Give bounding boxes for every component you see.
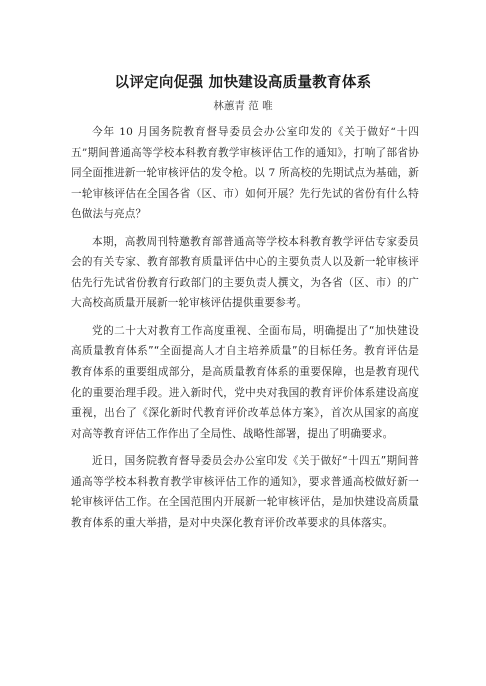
paragraph-party-congress: 党的二十大对教育工作高度重视、全面布局，明确提出了“加快建设高质量教育体系”“全面提高人才自主培养质量”的目标任务。教育评估是教育体系的重要组成部分，是高质量教育体系的重要保障，也是教育现代化的重要治理手段。进入新时代，党中央对我国的教育评价体系建设高度重视，出台了《深化新时代教育评价改革总体方案》，首次从国家的高度对高等教育评估工作作出了全局性、战略性部署，提出了明确要求。: [71, 324, 419, 440]
article-authors: 林蕙青 范 唯: [213, 100, 273, 112]
paragraph-special-issue: 本期，高教周刊特邀教育部普通高等学校本科教育教学评估专家委员会的有关专家、教育部教育质量评估中心的主要负责人以及新一轮审核评估先行先试省份教育行政部门的主要负责人撰文，为各省（区、市）的广大高校高质量开展新一轮审核评估提供重要参考。: [71, 235, 419, 310]
article-body: [71, 122, 419, 540]
paragraph-intro: 今年 10 月国务院教育督导委员会办公室印发的《关于做好“十四五”期间普通高等学校本科教育教学审核评估工作的通知》，打响了部省协同全面推进新一轮审核评估的发令枪。以 7 所高校的先期试点为基础，新一轮审核评估在全国各省（区、市）如何开展？先行先试的省份有什么特色做法与亮点？: [71, 126, 419, 221]
article-title: 以评定向促强 加快建设高质量教育体系: [114, 75, 372, 91]
paragraph-recent-notice: 近日，国务院教育督导委员会办公室印发《关于做好“十四五”期间普通高等学校本科教育教学审核评估工作的通知》，要求普通高校做好新一轮审核评估工作。在全国范围内开展新一轮审核评估，是加快建设高质量教育体系的重大举措，是对中央深化教育评价改革要求的具体落实。: [71, 454, 419, 529]
